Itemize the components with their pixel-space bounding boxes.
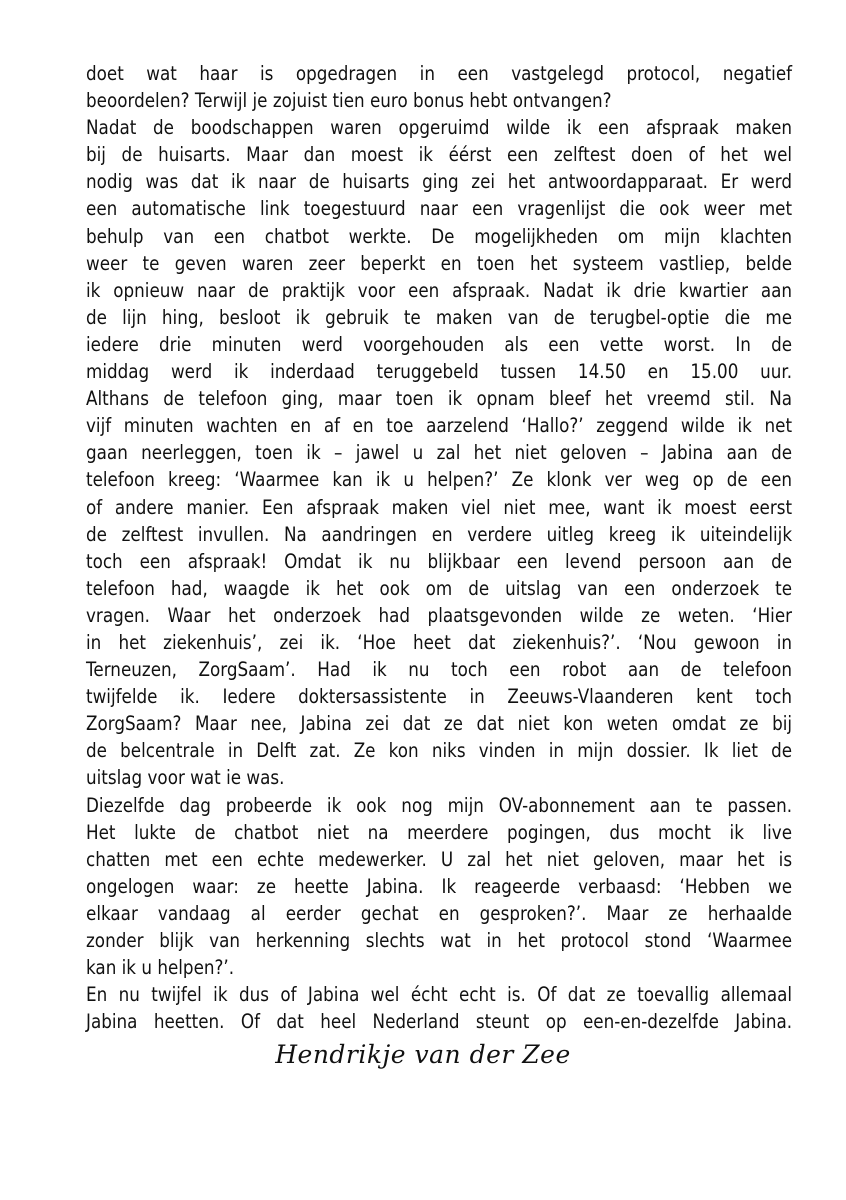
text-line-content: Jabina heetten. Of dat heel Nederland steunt op een-en-dezelfde Jabina. xyxy=(86,1010,793,1034)
text-line xyxy=(86,819,792,846)
text-line xyxy=(86,439,792,466)
text-line xyxy=(86,764,792,791)
text-line xyxy=(86,277,792,304)
document-body xyxy=(86,60,792,1035)
text-line xyxy=(86,954,792,981)
text-line-content: weer te geven waren zeer beperkt en toen het systeem vastliep, belde xyxy=(86,251,793,275)
text-line-content: Het lukte de chatbot niet na meerdere pogingen, dus mocht ik live xyxy=(86,820,793,844)
text-line-content: En nu twijfel ik dus of Jabina wel écht echt is. Of dat ze toevallig allemaal xyxy=(86,983,793,1007)
author-signature: Hendrikje van der Zee xyxy=(275,1040,571,1069)
text-line-content: behulp van een chatbot werkte. De mogelijkheden om mijn klachten xyxy=(86,224,793,248)
text-line xyxy=(86,683,792,710)
text-line-content: de lijn hing, besloot ik gebruik te maken van de terugbel-optie die me xyxy=(86,305,793,329)
text-line-content: elkaar vandaag al eerder gechat en gesproken?’. Maar ze herhaalde xyxy=(86,901,793,925)
text-line xyxy=(86,250,792,277)
text-line xyxy=(86,385,792,412)
text-line xyxy=(86,331,792,358)
text-line-content: iedere drie minuten werd voorgehouden als een vette worst. In de xyxy=(86,332,793,356)
text-line-content: vragen. Waar het onderzoek had plaatsgevonden wilde ze weten. ‘Hier xyxy=(86,603,793,627)
text-line-content: een automatische link toegestuurd naar een vragenlijst die ook weer met xyxy=(86,197,793,221)
text-line xyxy=(86,575,792,602)
text-line-content: telefoon kreeg: ‘Waarmee kan ik u helpen?’ Ze klonk ver weg op de een xyxy=(86,468,793,492)
text-line xyxy=(86,737,792,764)
text-line-content: gaan neerleggen, toen ik – jawel u zal het niet geloven – Jabina aan de xyxy=(86,441,793,465)
text-line xyxy=(86,927,792,954)
text-line-content: Nadat de boodschappen waren opgeruimd wilde ik een afspraak maken xyxy=(86,116,793,140)
text-line-content: Diezelfde dag probeerde ik ook nog mijn OV-abonnement aan te passen. xyxy=(86,793,793,817)
text-line-content: de belcentrale in Delft zat. Ze kon niks vinden in mijn dossier. Ik liet de xyxy=(86,739,793,763)
text-line-content: ZorgSaam? Maar nee, Jabina zei dat ze dat niet kon weten omdat ze bij xyxy=(86,712,793,736)
text-line-content: ik opnieuw naar de praktijk voor een afspraak. Nadat ik drie kwartier aan xyxy=(86,278,793,302)
text-line xyxy=(86,548,792,575)
text-line-content: telefoon had, waagde ik het ook om de uitslag van een onderzoek te xyxy=(86,576,793,600)
text-line xyxy=(86,114,792,141)
text-line xyxy=(86,466,792,493)
text-line-content: bij de huisarts. Maar dan moest ik éérst een zelftest doen of het wel xyxy=(86,143,793,167)
text-line xyxy=(86,141,792,168)
text-line xyxy=(86,656,792,683)
text-line xyxy=(86,602,792,629)
text-line-content: of andere manier. Een afspraak maken viel niet mee, want ik moest eerst xyxy=(86,495,793,519)
text-line-content: toch een afspraak! Omdat ik nu blijkbaar een levend persoon aan de xyxy=(86,549,793,573)
text-line xyxy=(86,900,792,927)
text-line-content: doet wat haar is opgedragen in een vastgelegd protocol, negatief xyxy=(86,62,793,85)
text-line-content: twijfelde ik. Iedere doktersassistente in Zeeuws-Vlaanderen kent toch xyxy=(86,685,793,709)
text-line xyxy=(86,710,792,737)
text-line xyxy=(86,168,792,195)
text-line-content: Terneuzen, ZorgSaam’. Had ik nu toch een robot aan de telefoon xyxy=(86,658,793,682)
text-line-content: zonder blijk van herkenning slechts wat in het protocol stond ‘Waarmee xyxy=(86,929,793,952)
text-line xyxy=(86,412,792,439)
text-line xyxy=(86,87,792,114)
text-line xyxy=(86,304,792,331)
text-line-content: ongelogen waar: ze heette Jabina. Ik reageerde verbaasd: ‘Hebben we xyxy=(86,874,793,898)
text-line xyxy=(86,195,792,222)
text-line-content: middag werd ik inderdaad teruggebeld tussen 14.50 en 15.00 uur. xyxy=(86,360,793,384)
text-line xyxy=(86,846,792,873)
text-line-content: kan ik u helpen?’. xyxy=(86,956,235,980)
text-line xyxy=(86,223,792,250)
text-line xyxy=(86,873,792,900)
text-line xyxy=(86,494,792,521)
text-line xyxy=(86,629,792,656)
text-line xyxy=(86,981,792,1008)
text-line xyxy=(86,521,792,548)
text-line-content: beoordelen? Terwijl je zojuist tien euro bonus hebt ontvangen? xyxy=(86,89,612,113)
text-line xyxy=(86,358,792,385)
text-line-content: uitslag voor wat ie was. xyxy=(86,766,285,790)
text-line xyxy=(86,792,792,819)
text-line-content: nodig was dat ik naar de huisarts ging zei het antwoordapparaat. Er werd xyxy=(86,170,793,194)
text-line-content: de zelftest invullen. Na aandringen en verdere uitleg kreeg ik uiteindelijk xyxy=(86,522,793,546)
text-line-content: in het ziekenhuis’, zei ik. ‘Hoe heet dat ziekenhuis?’. ‘Nou gewoon in xyxy=(86,630,793,654)
text-line xyxy=(86,60,792,87)
text-line-content: Althans de telefoon ging, maar toen ik opnam bleef het vreemd stil. Na xyxy=(86,387,793,411)
text-line xyxy=(86,1008,792,1035)
text-line-content: vijf minuten wachten en af en toe aarzelend ‘Hallo?’ zeggend wilde ik net xyxy=(86,414,793,438)
text-line-content: chatten met een echte medewerker. U zal het niet geloven, maar het is xyxy=(86,847,793,871)
